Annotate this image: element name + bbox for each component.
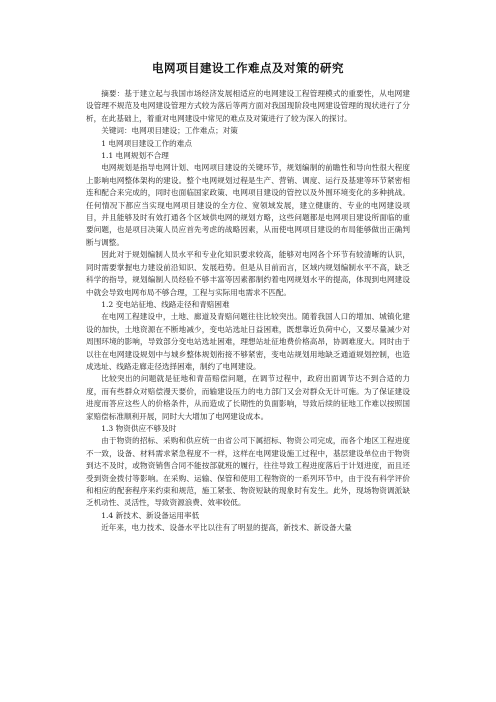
body-paragraph: 因此对于规划编制人员水平和专业化知识要求较高，能够对电网各个环节有较清晰的认识，同时需要掌握电力建设前沿知识、发展趋势。但是从目前而言，区域内规划编制水平不高，缺乏科学的指导，规划编制人员经验不够丰富等因素都制约着电网规划水平的提高，体现到电网建设中就会导致电网布局不够合理，工程与实际用电需求不匹配。 bbox=[86, 250, 410, 297]
section-heading: 1.3 物资供应不够及时 bbox=[101, 423, 177, 433]
section-heading: 1.2 变电站征地、线路走径和青赔困难 bbox=[101, 299, 230, 309]
body-paragraph: 电网规划是指导电网计划、电网项目建设的关键环节，规划编制的前瞻性和导向性很大程度上影响电网整体架构的建设。整个电网规划过程是生产、营销、调度、运行及基建等环节紧密相连和配合来完成的，同时也面临国家政策、电网项目建设的管控以及外围环境变化的多种挑战。任何情况下都应当实现电网项目建设的全方位、宽领域发展，建立健康的、专业的电网建设项目，并且能够及时有效打通各个区域供电网的规划方略，这些问题都是电网项目建设所面临的重要问题，也是项目决策人员应首先考虑的战略因素，从而使电网项目建设的布局能够做出正确判断与调整。 bbox=[86, 163, 410, 247]
section-heading: 1.1 电网规划不合理 bbox=[101, 151, 169, 161]
document-title: 电网项目建设工作难点及对策的研究 bbox=[152, 61, 344, 75]
section-heading: 1.4 新技术、新设备运用率低 bbox=[101, 510, 200, 520]
keywords-line: 关键词：电网项目建设；工作难点；对策 bbox=[101, 126, 238, 136]
body-paragraph: 在电网工程建设中，土地、廊道及青赔问题往往比较突出。随着我国人口的增加、城镇化建设的加快，土地资源在不断地减少，变电站选址日益困难，既想靠近负荷中心，又要尽量减少对周围环境的影响，导致部分变电站选址困难，理想站址征地费价格高昂，协调难度大。同时由于以往在电网建设规划中与城乡整体规划衔接不够紧密，变电站规划用地缺乏通道规划控制，也造成选址、线路走廊走径选择困难，制约了电网建设。 bbox=[86, 312, 410, 371]
abstract-paragraph: 摘要：基于建立起与我国市场经济发展相适应的电网建设工程管理模式的重要性，从电网建设管理不规范及电网建设管理方式较为落后等两方面对我国现阶段电网建设管理的现状进行了分析，在此基础上，着重对电网建设中常见的难点及对策进行了较为深入的探讨。 bbox=[86, 89, 410, 123]
body-paragraph: 由于物资的招标、采购和供应统一由省公司下属招标、物资公司完成，而各个地区工程进度不一致，设备、材料需求紧急程度不一样，这样在电网建设施工过程中，基层建设单位由于物资到达不及时，或物资销售合同不能按部就班的履行，往往导致工程进度落后于计划进度，而且还受到资金拨付等影响。在采购、运输、保管和使用工程物资的一系列环节中，由于没有科学评价和相应的配套程序来约束和规范，施工紧张、物资短缺的现象时有发生。此外，现场物资调派缺乏机动性、灵活性，导致资源浪费、效率较低。 bbox=[86, 436, 410, 508]
document-body bbox=[86, 138, 410, 535]
section-heading: 1 电网项目建设工作的难点 bbox=[101, 138, 192, 148]
body-paragraph: 近年来，电力技术、设备水平比以往有了明显的提高，新技术、新设备大量 bbox=[101, 523, 352, 533]
body-paragraph: 比较突出的问题就是征地和青苗赔偿问题，在调节过程中，政府出面调节达不到合适的力度，而有些群众对赔偿漫天要价，而输建设压力的电力部门又会对群众无计可施。为了保证建设进度而答应这些人的价格条件，从而造成了长期性的负面影响，导致后续的征地工作难以按照国家赔偿标准顺利开展，同时大大增加了电网建设成本。 bbox=[86, 374, 410, 421]
